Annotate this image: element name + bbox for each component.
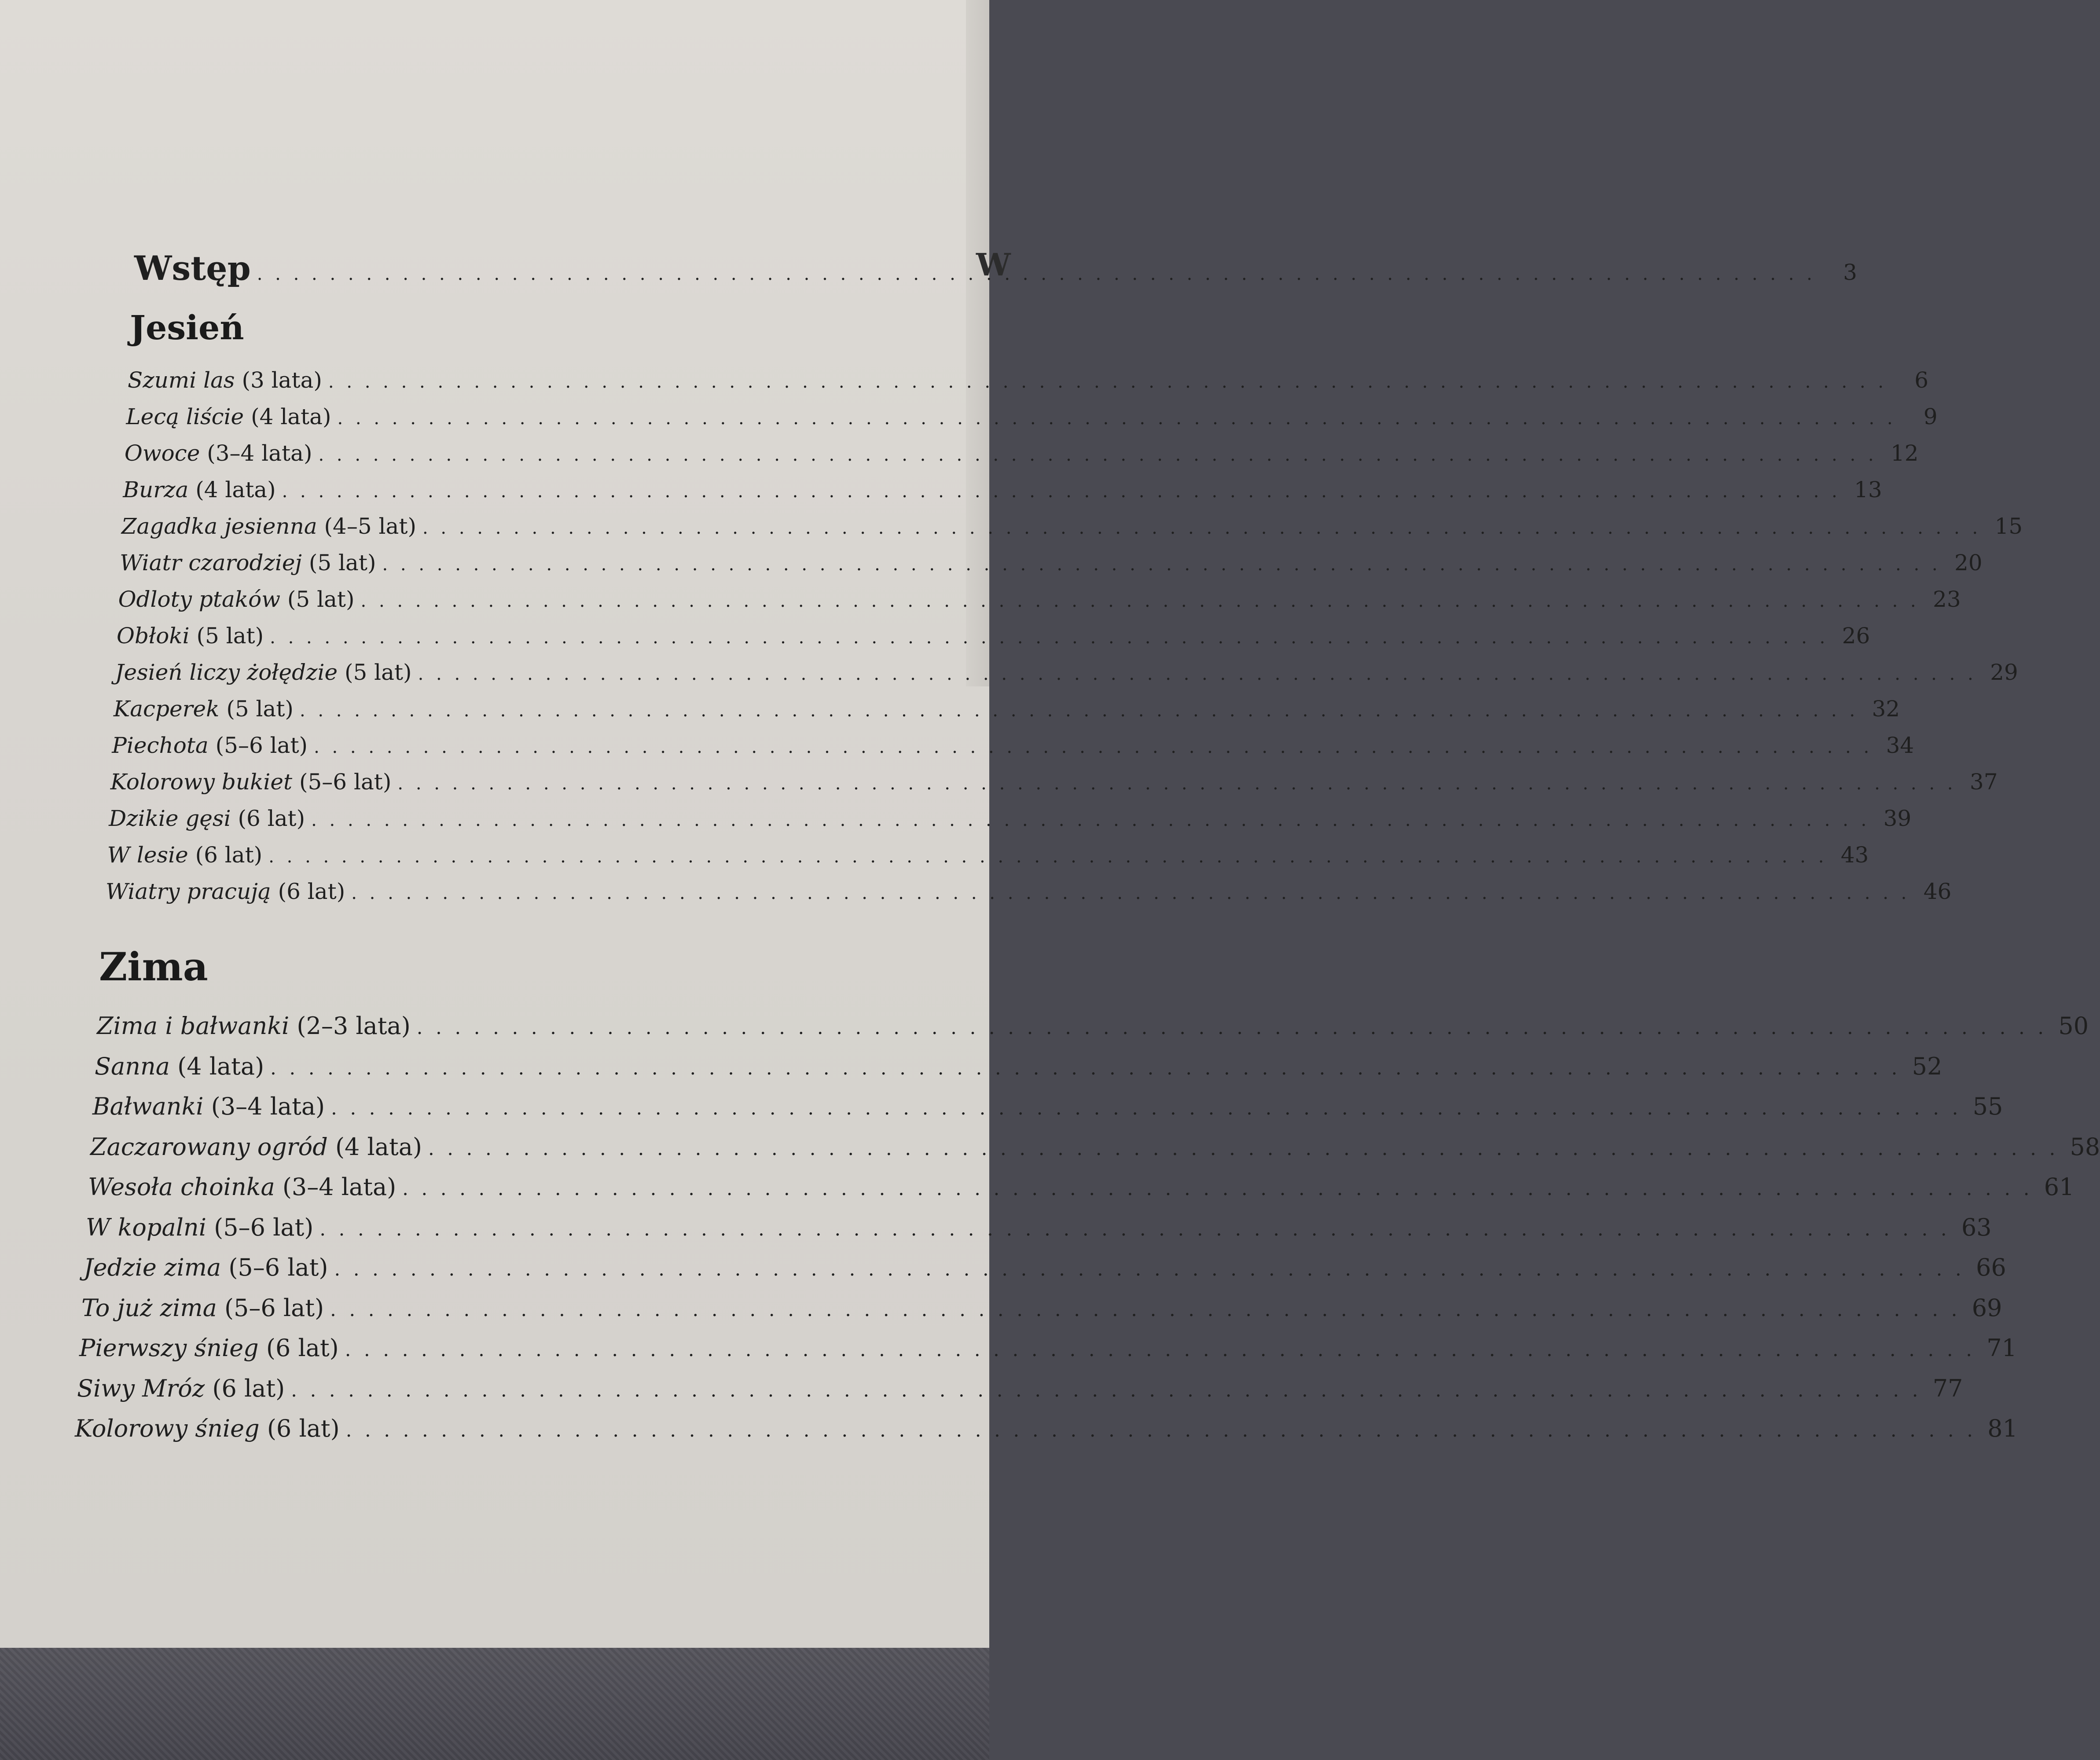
toc-entry-age: (4–5 lat) xyxy=(324,513,416,539)
toc-entry-page: 69 xyxy=(1972,1294,2002,1322)
toc-entry-name: Siwy Mróz xyxy=(77,1374,205,1402)
toc-entry xyxy=(81,1294,2002,1322)
toc-entry-page: 63 xyxy=(1961,1213,1992,1241)
dot-leader xyxy=(418,664,1977,684)
toc-entry-title xyxy=(128,367,322,393)
toc-entry xyxy=(120,550,1983,576)
dot-leader xyxy=(397,774,1956,794)
toc-entry-name: Dzikie gęsi xyxy=(109,806,231,831)
toc-entry-title xyxy=(90,1133,422,1161)
toc-entry xyxy=(77,1374,1963,1402)
toc-entry-name: Wiatr czarodziej xyxy=(120,550,302,576)
toc-entry-name: Jedzie zima xyxy=(84,1254,221,1281)
dot-leader xyxy=(345,1339,1975,1361)
toc-entry-age: (3 lata) xyxy=(242,367,322,393)
toc-entry-page: 77 xyxy=(1932,1374,1963,1402)
dot-leader xyxy=(417,1017,2047,1039)
toc-entry-page: 29 xyxy=(1990,660,2018,685)
toc-entry-title xyxy=(88,1173,396,1201)
toc-entry-page: 39 xyxy=(1883,806,1912,831)
toc-entry-name: Bałwanki xyxy=(92,1093,204,1120)
toc-entry-title xyxy=(107,842,263,868)
toc-entry xyxy=(123,477,1882,502)
dot-leader xyxy=(311,810,1870,830)
toc-entry-age: (5–6 lat) xyxy=(299,769,392,795)
toc-entry xyxy=(121,513,2023,539)
toc-entry-title xyxy=(123,477,275,502)
toc-entry xyxy=(107,842,1869,868)
dot-leader xyxy=(402,1178,2033,1200)
dot-leader xyxy=(257,264,1816,284)
toc-entry-title xyxy=(120,550,376,576)
toc-entry xyxy=(113,696,1900,722)
toc-entry-page: 58 xyxy=(2070,1133,2100,1161)
toc-entry-page: 15 xyxy=(1994,513,2023,539)
toc-entry-page: 66 xyxy=(1976,1254,2006,1281)
toc-entry-name: W lesie xyxy=(107,842,188,868)
toc-entry-title xyxy=(77,1375,285,1402)
toc-entry-title xyxy=(117,623,264,649)
toc-intro-row xyxy=(134,249,1857,288)
background-fabric xyxy=(0,1648,989,1760)
toc-entry-title xyxy=(121,513,416,539)
toc-entry-page: 81 xyxy=(1987,1415,2018,1442)
toc-entry-name: Zima i bałwanki xyxy=(97,1012,290,1040)
dot-leader xyxy=(270,1057,1901,1079)
dot-leader xyxy=(330,1299,1960,1321)
toc-entry-name: Jesień liczy żołędzie xyxy=(115,660,338,685)
dot-leader xyxy=(282,481,1841,502)
toc-entry-age: (6 lat) xyxy=(238,806,305,831)
toc-entry-page: 43 xyxy=(1840,842,1869,868)
dot-leader xyxy=(351,883,1910,903)
toc-entry-title xyxy=(112,733,308,758)
toc-entry-page: 26 xyxy=(1842,623,1870,649)
toc-entry-name: Odloty ptaków xyxy=(118,587,280,612)
toc-entry-title xyxy=(84,1254,328,1281)
dot-leader xyxy=(428,1138,2059,1160)
toc-entry-page: 13 xyxy=(1854,477,1882,502)
dot-leader xyxy=(337,408,1896,429)
toc-entry xyxy=(112,733,1914,758)
toc-entry xyxy=(95,1052,1942,1080)
toc-entry xyxy=(84,1254,2006,1281)
toc-entry xyxy=(106,879,1952,904)
toc-entry-age: (5 lat) xyxy=(344,660,412,685)
toc-entry-age: (6 lat) xyxy=(212,1374,285,1402)
toc-entry-page: 12 xyxy=(1891,440,1919,466)
toc-entry-title xyxy=(115,660,411,685)
toc-entry xyxy=(97,1012,2089,1040)
dot-leader xyxy=(422,518,1981,538)
dot-leader xyxy=(328,372,1887,392)
toc-entry-page: 6 xyxy=(1914,367,1929,393)
toc-entry-page: 50 xyxy=(2058,1012,2089,1040)
toc-entry-title xyxy=(126,404,331,429)
toc-entry-page: 37 xyxy=(1970,769,1998,795)
toc-entry-title xyxy=(118,587,355,612)
facing-page-edge xyxy=(966,0,989,686)
toc-entry-name: Pierwszy śnieg xyxy=(79,1334,259,1362)
toc-entry-title xyxy=(114,696,294,722)
toc-entry-name: Obłoki xyxy=(117,623,190,649)
toc-entry-age: (5–6 lat) xyxy=(214,1213,314,1241)
dot-leader xyxy=(314,737,1872,757)
toc-entry xyxy=(128,367,1929,393)
toc-entry-page: 46 xyxy=(1923,879,1952,904)
facing-page-letter: W xyxy=(976,246,1011,283)
toc-entry-age: (5–6 lat) xyxy=(224,1294,324,1322)
toc-entry-age: (4 lata) xyxy=(251,404,331,429)
toc-entry xyxy=(75,1415,2018,1442)
toc-entry xyxy=(126,404,1938,429)
toc-entry-page: 52 xyxy=(1912,1052,1942,1080)
toc-entry xyxy=(109,806,1912,831)
dot-leader xyxy=(361,591,1920,611)
toc-entry xyxy=(110,769,1998,795)
toc-entry-age: (3–4 lata) xyxy=(282,1173,397,1201)
toc-entry xyxy=(92,1093,2003,1120)
toc-entry xyxy=(86,1213,1992,1241)
toc-entry-page: 34 xyxy=(1886,733,1914,758)
toc-entry-age: (3–4 lata) xyxy=(211,1093,325,1120)
toc-entry-title xyxy=(109,806,305,831)
toc-entry xyxy=(124,440,1919,466)
toc-entry-name: W kopalni xyxy=(86,1213,206,1241)
toc-entry xyxy=(90,1133,2100,1161)
toc-intro-title: Wstęp xyxy=(134,249,251,288)
dot-leader xyxy=(331,1097,1961,1119)
toc-entry-title xyxy=(75,1415,340,1442)
section-heading: Zima xyxy=(99,944,208,990)
toc-entry-name: Kolorowy bukiet xyxy=(110,769,293,795)
toc-entry-age: (6 lat) xyxy=(278,879,345,904)
toc-entry-page: 32 xyxy=(1872,696,1900,722)
dot-leader xyxy=(334,1258,1965,1280)
toc-entry-name: Piechota xyxy=(112,733,209,758)
toc-entry-page: 20 xyxy=(1954,550,1983,576)
toc-entry-name: Sanna xyxy=(95,1052,170,1080)
toc-entry-page: 9 xyxy=(1923,404,1938,429)
toc-entry xyxy=(79,1334,2017,1362)
toc-entry-page: 55 xyxy=(1972,1093,2003,1120)
toc-entry-age: (5 lat) xyxy=(196,623,264,649)
toc-entry xyxy=(88,1173,2074,1201)
toc-entry-title xyxy=(81,1294,324,1322)
toc-entry-title xyxy=(106,879,345,904)
toc-entry-page: 23 xyxy=(1933,587,1961,612)
dot-leader xyxy=(270,627,1828,648)
dot-leader xyxy=(291,1379,1921,1401)
toc-entry-name: Owoce xyxy=(124,440,200,466)
toc-entry xyxy=(117,623,1870,649)
dot-leader xyxy=(319,1218,1950,1240)
toc-entry-age: (4 lata) xyxy=(195,477,276,502)
toc-entry-age: (6 lat) xyxy=(195,842,263,868)
toc-entry-name: Wesoła choinka xyxy=(88,1173,275,1201)
toc-intro-page: 3 xyxy=(1843,260,1857,285)
toc-entry-age: (5 lat) xyxy=(308,550,376,576)
toc-entry-age: (3–4 lata) xyxy=(207,440,312,466)
toc-entry-name: Kolorowy śnieg xyxy=(75,1415,260,1442)
toc-entry-title xyxy=(125,440,312,466)
dot-leader xyxy=(382,554,1941,575)
toc-entry-name: Burza xyxy=(123,477,189,502)
toc-entry xyxy=(118,587,1961,612)
toc-entry-name: Zagadka jesienna xyxy=(121,513,317,539)
toc-entry-title xyxy=(95,1052,264,1080)
toc-entry-age: (4 lata) xyxy=(335,1133,422,1161)
section-heading: Jesień xyxy=(130,308,244,347)
toc-entry-age: (6 lat) xyxy=(266,1334,339,1362)
dot-leader xyxy=(318,445,1877,465)
toc-entry-age: (5–6 lat) xyxy=(228,1254,328,1281)
toc-entry-name: Lecą liście xyxy=(126,404,244,429)
toc-entry-age: (5–6 lat) xyxy=(215,733,308,758)
toc-entry-title xyxy=(79,1334,339,1362)
dot-leader xyxy=(346,1419,1976,1441)
toc-entry-title xyxy=(110,769,392,795)
toc-entry-title xyxy=(92,1093,325,1120)
toc-entry-name: Szumi las xyxy=(128,367,235,393)
dot-leader xyxy=(300,700,1858,721)
toc-entry-age: (6 lat) xyxy=(267,1415,340,1442)
toc-entry-name: Zaczarowany ogród xyxy=(90,1133,328,1161)
toc-entry-title xyxy=(97,1012,411,1040)
toc-entry-age: (4 lata) xyxy=(177,1052,264,1080)
dot-leader xyxy=(268,847,1827,867)
toc-entry-age: (5 lat) xyxy=(226,696,294,722)
toc-entry xyxy=(115,660,2018,685)
toc-entry-age: (2–3 lata) xyxy=(297,1012,411,1040)
toc-entry-title xyxy=(86,1214,313,1241)
toc-entry-page: 61 xyxy=(2044,1173,2074,1201)
toc-entry-name: Kacperek xyxy=(113,696,220,722)
toc-entry-age: (5 lat) xyxy=(287,587,355,612)
toc-entry-name: To już zima xyxy=(81,1294,217,1322)
toc-entry-page: 71 xyxy=(1986,1334,2017,1362)
toc-entry-name: Wiatry pracują xyxy=(106,879,271,904)
